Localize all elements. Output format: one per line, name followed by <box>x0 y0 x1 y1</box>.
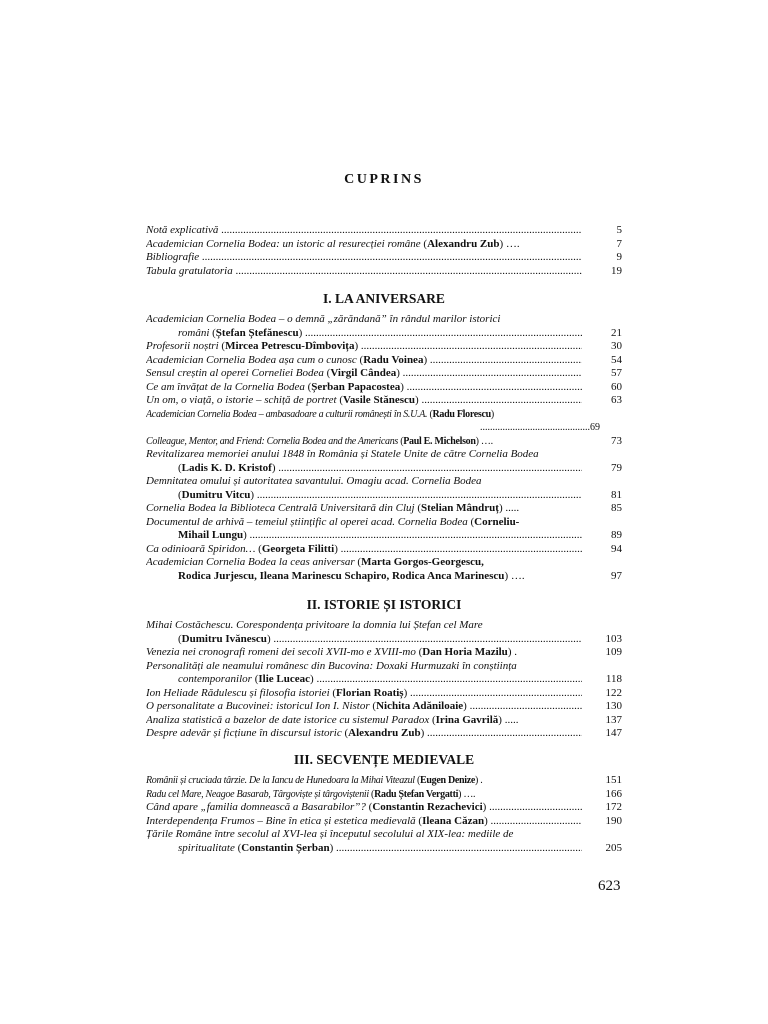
entry-page: 19 <box>611 264 622 277</box>
entry-author: Radu Florescu <box>432 408 491 420</box>
entry-title: Cornelia Bodea la Biblioteca Centrală Universitară din Cluj <box>146 502 415 514</box>
entry-page: 60 <box>611 380 622 393</box>
entry-title: Revitalizarea memoriei anului 1848 în România și Statele Unite de către Cornelia Bodea <box>146 448 539 460</box>
entry-title: Bibliografie ..... <box>146 251 582 263</box>
entry-page: 97 <box>611 569 622 582</box>
entry-title: Academician Cornelia Bodea – o demnă „zărăndană” în rândul marilor istorici <box>146 313 501 325</box>
toc-entry[interactable]: Demnitatea omului și autoritatea savantului. Omagiu acad. Cornelia Bodea (Dumitru Vitcu) ..... 81 <box>146 475 622 502</box>
entry-author: Alexandru Zub <box>348 727 421 739</box>
entry-author: Ilie Luceac <box>258 673 311 685</box>
entry-title: Academician Cornelia Bodea la ceas aniversar <box>146 556 355 568</box>
toc-entry[interactable]: Ce am învățat de la Cornelia Bodea (Șerban Papacostea) ..... 60 <box>146 381 622 395</box>
entry-title: Academician Cornelia Bodea: un istoric al resurecției române <box>146 237 421 250</box>
entry-page: 54 <box>611 353 622 366</box>
toc-entry[interactable]: Mihai Costăchescu. Corespondența privitoare la domnia lui Ștefan cel Mare (Dumitru Ivănescu) ..... 103 <box>146 619 622 646</box>
entry-page: 103 <box>605 632 622 645</box>
toc-entry[interactable]: Românii și cruciada târzie. De la Iancu de Hunedoara la Mihai Viteazul (Eugen Denize) . 151 <box>146 774 622 786</box>
entry-author: Virgil Cândea <box>330 367 397 379</box>
toc-entry[interactable]: Ion Heliade Rădulescu și filosofia istoriei (Florian Roatiș) ..... 122 <box>146 687 622 701</box>
entry-page: 109 <box>605 646 622 658</box>
entry-author-cont: Mihail Lungu <box>178 529 244 541</box>
section-2-list <box>146 619 622 741</box>
entry-page: 147 <box>605 727 622 739</box>
entry-title: O personalitate a Bucovinei: istoricul Ion I. Nistor <box>146 700 370 712</box>
entry-author: Irina Gavrilă <box>435 713 499 726</box>
entry-author: Stelian Mândruț <box>421 502 499 514</box>
page-title: CUPRINS <box>344 172 424 187</box>
toc-entry[interactable]: O personalitate a Bucovinei: istoricul Ion I. Nistor (Nichita Adăniloaie) ..... 130 <box>146 700 622 714</box>
entry-author: Mircea Petrescu-Dîmbovița <box>225 340 355 352</box>
entry-author: Corneliu- <box>474 515 520 528</box>
entry-page: 63 <box>611 394 622 406</box>
toc-entry[interactable]: Academician Cornelia Bodea – ambasadoare a culturii românești în S.U.A. (Radu Florescu) <box>146 408 494 420</box>
toc-entry[interactable]: Țările Române între secolul al XVI-lea și începutul secolului al XIX-lea: mediile de spiritualitate (Constantin Șerban) ..... 205 <box>146 828 622 855</box>
entry-page: 172 <box>605 801 622 813</box>
section-heading: III. SECVENȚE MEDIEVALE <box>293 752 475 767</box>
toc-entry[interactable]: Colleague, Mentor, and Friend: Cornelia Bodea and the Americans (Paul E. Michelson) …. 73 <box>146 434 622 447</box>
entry-title: Tabula gratulatoria ..... <box>146 265 582 277</box>
page-number: 623 <box>598 878 621 894</box>
toc-entry[interactable]: Sensul creștin al operei Corneliei Bodea (Virgil Cândea) ..... 57 <box>146 367 622 381</box>
entry-page: 81 <box>611 488 622 501</box>
toc-entry[interactable]: Profesorii noștri (Mircea Petrescu-Dîmbovița) ..... 30 <box>146 340 622 354</box>
toc-entry[interactable]: Radu cel Mare, Neagoe Basarab, Târgoviște și târgoviștenii (Radu Ștefan Vergatti) …. 166 <box>146 787 622 800</box>
entry-title: Analiza statistică a bazelor de date istorice cu sistemul Paradox <box>146 713 430 726</box>
entry-author: Șerban Papacostea <box>311 380 401 393</box>
entry-title: Ca odinioară Spiridon… <box>146 542 256 555</box>
toc-entry-continuation: ............................................69 <box>480 422 600 433</box>
entry-author: Dan Horia Mazilu <box>422 646 508 658</box>
entry-title: Ion Heliade Rădulescu și filosofia istoriei <box>146 686 330 699</box>
entry-author: Radu Voinea <box>363 353 424 366</box>
toc-entry[interactable]: Cornelia Bodea la Biblioteca Centrală Universitară din Cluj (Stelian Mândruț) ..... 85 <box>146 502 622 514</box>
entry-author-cont: Rodica Jurjescu, Ileana Marinescu Schapiro, Rodica Anca Marinescu <box>178 569 505 582</box>
section-1-list <box>146 313 622 583</box>
entry-author: Ștefan Ștefănescu <box>215 326 299 339</box>
entry-title: Personalități ale neamului românesc din Bucovina: Doxaki Hurmuzaki în conștiința <box>146 659 517 672</box>
entry-title: Academician Cornelia Bodea – ambasadoare a culturii românești în S.U.A. <box>146 408 428 420</box>
entry-title: Ce am învățat de la Cornelia Bodea <box>146 380 305 393</box>
entry-title: Radu cel Mare, Neagoe Basarab, Târgoviște și târgoviștenii <box>146 788 369 800</box>
entry-author: Dumitru Vitcu <box>181 488 251 501</box>
toc-entry[interactable]: Academician Cornelia Bodea – o demnă „zărăndană” în rândul marilor istorici români (Ștefan Ștefănescu) ..... 21 <box>146 313 622 340</box>
entry-author: Dumitru Ivănescu <box>181 632 267 645</box>
entry-title: Un om, o viață, o istorie – schiță de portret <box>146 394 337 406</box>
entry-title: Venezia nei cronografi romeni dei secoli XVII-mo e XVIII-mo <box>146 646 416 658</box>
toc-entry[interactable] <box>146 265 622 279</box>
section-heading: II. ISTORIE ȘI ISTORICI <box>306 597 462 612</box>
toc-entry[interactable]: Revitalizarea memoriei anului 1848 în România și Statele Unite de către Cornelia Bodea (Ladis K. D. Kristof) ..... 79 <box>146 448 622 475</box>
entry-title: Despre adevăr și ficțiune în discursul istoric <box>146 727 342 739</box>
toc-entry[interactable]: Academician Cornelia Bodea așa cum o cunosc (Radu Voinea) ..... 54 <box>146 354 622 368</box>
entry-page: 85 <box>611 502 622 514</box>
entry-page: 137 <box>605 713 622 726</box>
entry-page: 151 <box>605 774 622 786</box>
entry-title: Documentul de arhivă – temeiul științific al operei acad. Cornelia Bodea <box>146 515 468 528</box>
toc-entry[interactable] <box>146 224 622 238</box>
entry-title: Colleague, Mentor, and Friend: Cornelia Bodea and the Americans <box>146 435 398 447</box>
entry-page: 79 <box>611 461 622 474</box>
entry-author: Paul E. Michelson <box>403 435 476 447</box>
entry-author: Constantin Șerban <box>241 841 330 854</box>
entry-title-cont: contemporanilor <box>178 673 252 685</box>
toc-entry[interactable]: Academician Cornelia Bodea: un istoric al resurecției române (Alexandru Zub) …. 7 <box>146 237 622 250</box>
entry-author: Vasile Stănescu <box>342 394 416 406</box>
entry-title: Sensul creștin al operei Corneliei Bodea <box>146 367 324 379</box>
entry-page: 21 <box>611 326 622 339</box>
toc-entry[interactable]: Ca odinioară Spiridon… (Georgeta Filitti) ..... 94 <box>146 543 622 557</box>
entry-author: Constantin Rezachevici <box>372 801 483 813</box>
entry-page: 205 <box>605 841 622 854</box>
toc-entry[interactable]: Analiza statistică a bazelor de date istorice cu sistemul Paradox (Irina Gavrilă) ..... 137 <box>146 713 622 726</box>
entry-page: 190 <box>605 814 622 827</box>
entry-page: 73 <box>611 434 622 447</box>
entry-title: Academician Cornelia Bodea așa cum o cunosc <box>146 353 357 366</box>
entry-page: 5 <box>616 224 622 236</box>
entry-page: 122 <box>605 686 622 699</box>
entry-title: Mihai Costăchescu. Corespondența privitoare la domnia lui Ștefan cel Mare <box>146 619 483 631</box>
entry-title: Interdependența Frumos – Bine în etica și estetica medievală <box>146 814 416 827</box>
toc-entry[interactable]: Când apare „familia domnească a Basarabilor”? (Constantin Rezachevici) ..... 172 <box>146 801 622 815</box>
entry-author: Marta Gorgos-Georgescu, <box>361 556 484 568</box>
entry-page: 118 <box>605 673 622 685</box>
entry-title: Profesorii noștri <box>146 340 219 352</box>
entry-page: 30 <box>611 340 622 352</box>
toc-entry[interactable]: Academician Cornelia Bodea la ceas aniversar (Marta Gorgos-Georgescu, Rodica Jurjescu, Ileana Marinescu Schapiro, Rodica Anca Marinescu) …. 97 <box>146 556 622 582</box>
section-3-list <box>146 774 622 855</box>
entry-author: Alexandru Zub <box>427 237 500 250</box>
entry-title: Când apare „familia domnească a Basarabilor”? <box>146 801 366 813</box>
entry-page: 9 <box>616 251 622 263</box>
entry-page: 89 <box>611 529 622 541</box>
entry-author: Florian Roatiș <box>336 686 404 699</box>
front-matter-list <box>146 224 622 278</box>
entry-page: 69 <box>590 422 600 433</box>
entry-author: Radu Ștefan Vergatti <box>374 788 459 800</box>
entry-title: Notă explicativă ..... <box>146 224 582 236</box>
section-heading: I. LA ANIVERSARE <box>323 291 445 306</box>
entry-title: Țările Române între secolul al XVI-lea și începutul secolului al XIX-lea: mediile de <box>146 828 514 840</box>
entry-author: Eugen Denize <box>420 775 476 786</box>
entry-page: 130 <box>605 700 622 712</box>
entry-title-cont: spiritualitate <box>178 841 235 854</box>
entry-author: Nichita Adăniloaie <box>376 700 464 712</box>
toc-entry[interactable]: Despre adevăr și ficțiune în discursul istoric (Alexandru Zub) ..... 147 <box>146 727 622 741</box>
entry-author: Ladis K. D. Kristof <box>181 461 272 474</box>
toc-entry[interactable]: Un om, o viață, o istorie – schiță de portret (Vasile Stănescu) ..... 63 <box>146 394 622 408</box>
entry-title: Demnitatea omului și autoritatea savantului. Omagiu acad. Cornelia Bodea <box>146 475 482 487</box>
toc-entry[interactable] <box>146 251 622 265</box>
entry-page: 57 <box>611 367 622 379</box>
entry-title-cont: români <box>178 326 210 339</box>
entry-author: Georgeta Filitti <box>261 542 335 555</box>
entry-author: Ileana Căzan <box>422 814 485 827</box>
toc-entry[interactable]: Venezia nei cronografi romeni dei secoli XVII-mo e XVIII-mo (Dan Horia Mazilu) . 109 <box>146 646 622 658</box>
entry-page: 166 <box>605 787 622 800</box>
toc-entry[interactable]: Interdependența Frumos – Bine în etica și estetica medievală (Ileana Căzan) ..... 190 <box>146 815 622 829</box>
entry-page: 7 <box>616 237 622 250</box>
toc-entry[interactable]: Personalități ale neamului românesc din Bucovina: Doxaki Hurmuzaki în conștiința contemporanilor (Ilie Luceac) ..... 118 <box>146 660 622 687</box>
entry-page: 94 <box>611 542 622 555</box>
entry-title: Românii și cruciada târzie. De la Iancu de Hunedoara la Mihai Viteazul <box>146 775 415 786</box>
toc-entry[interactable]: Documentul de arhivă – temeiul științific al operei acad. Cornelia Bodea (Corneliu- Mihail Lungu) ..... 89 <box>146 516 622 543</box>
